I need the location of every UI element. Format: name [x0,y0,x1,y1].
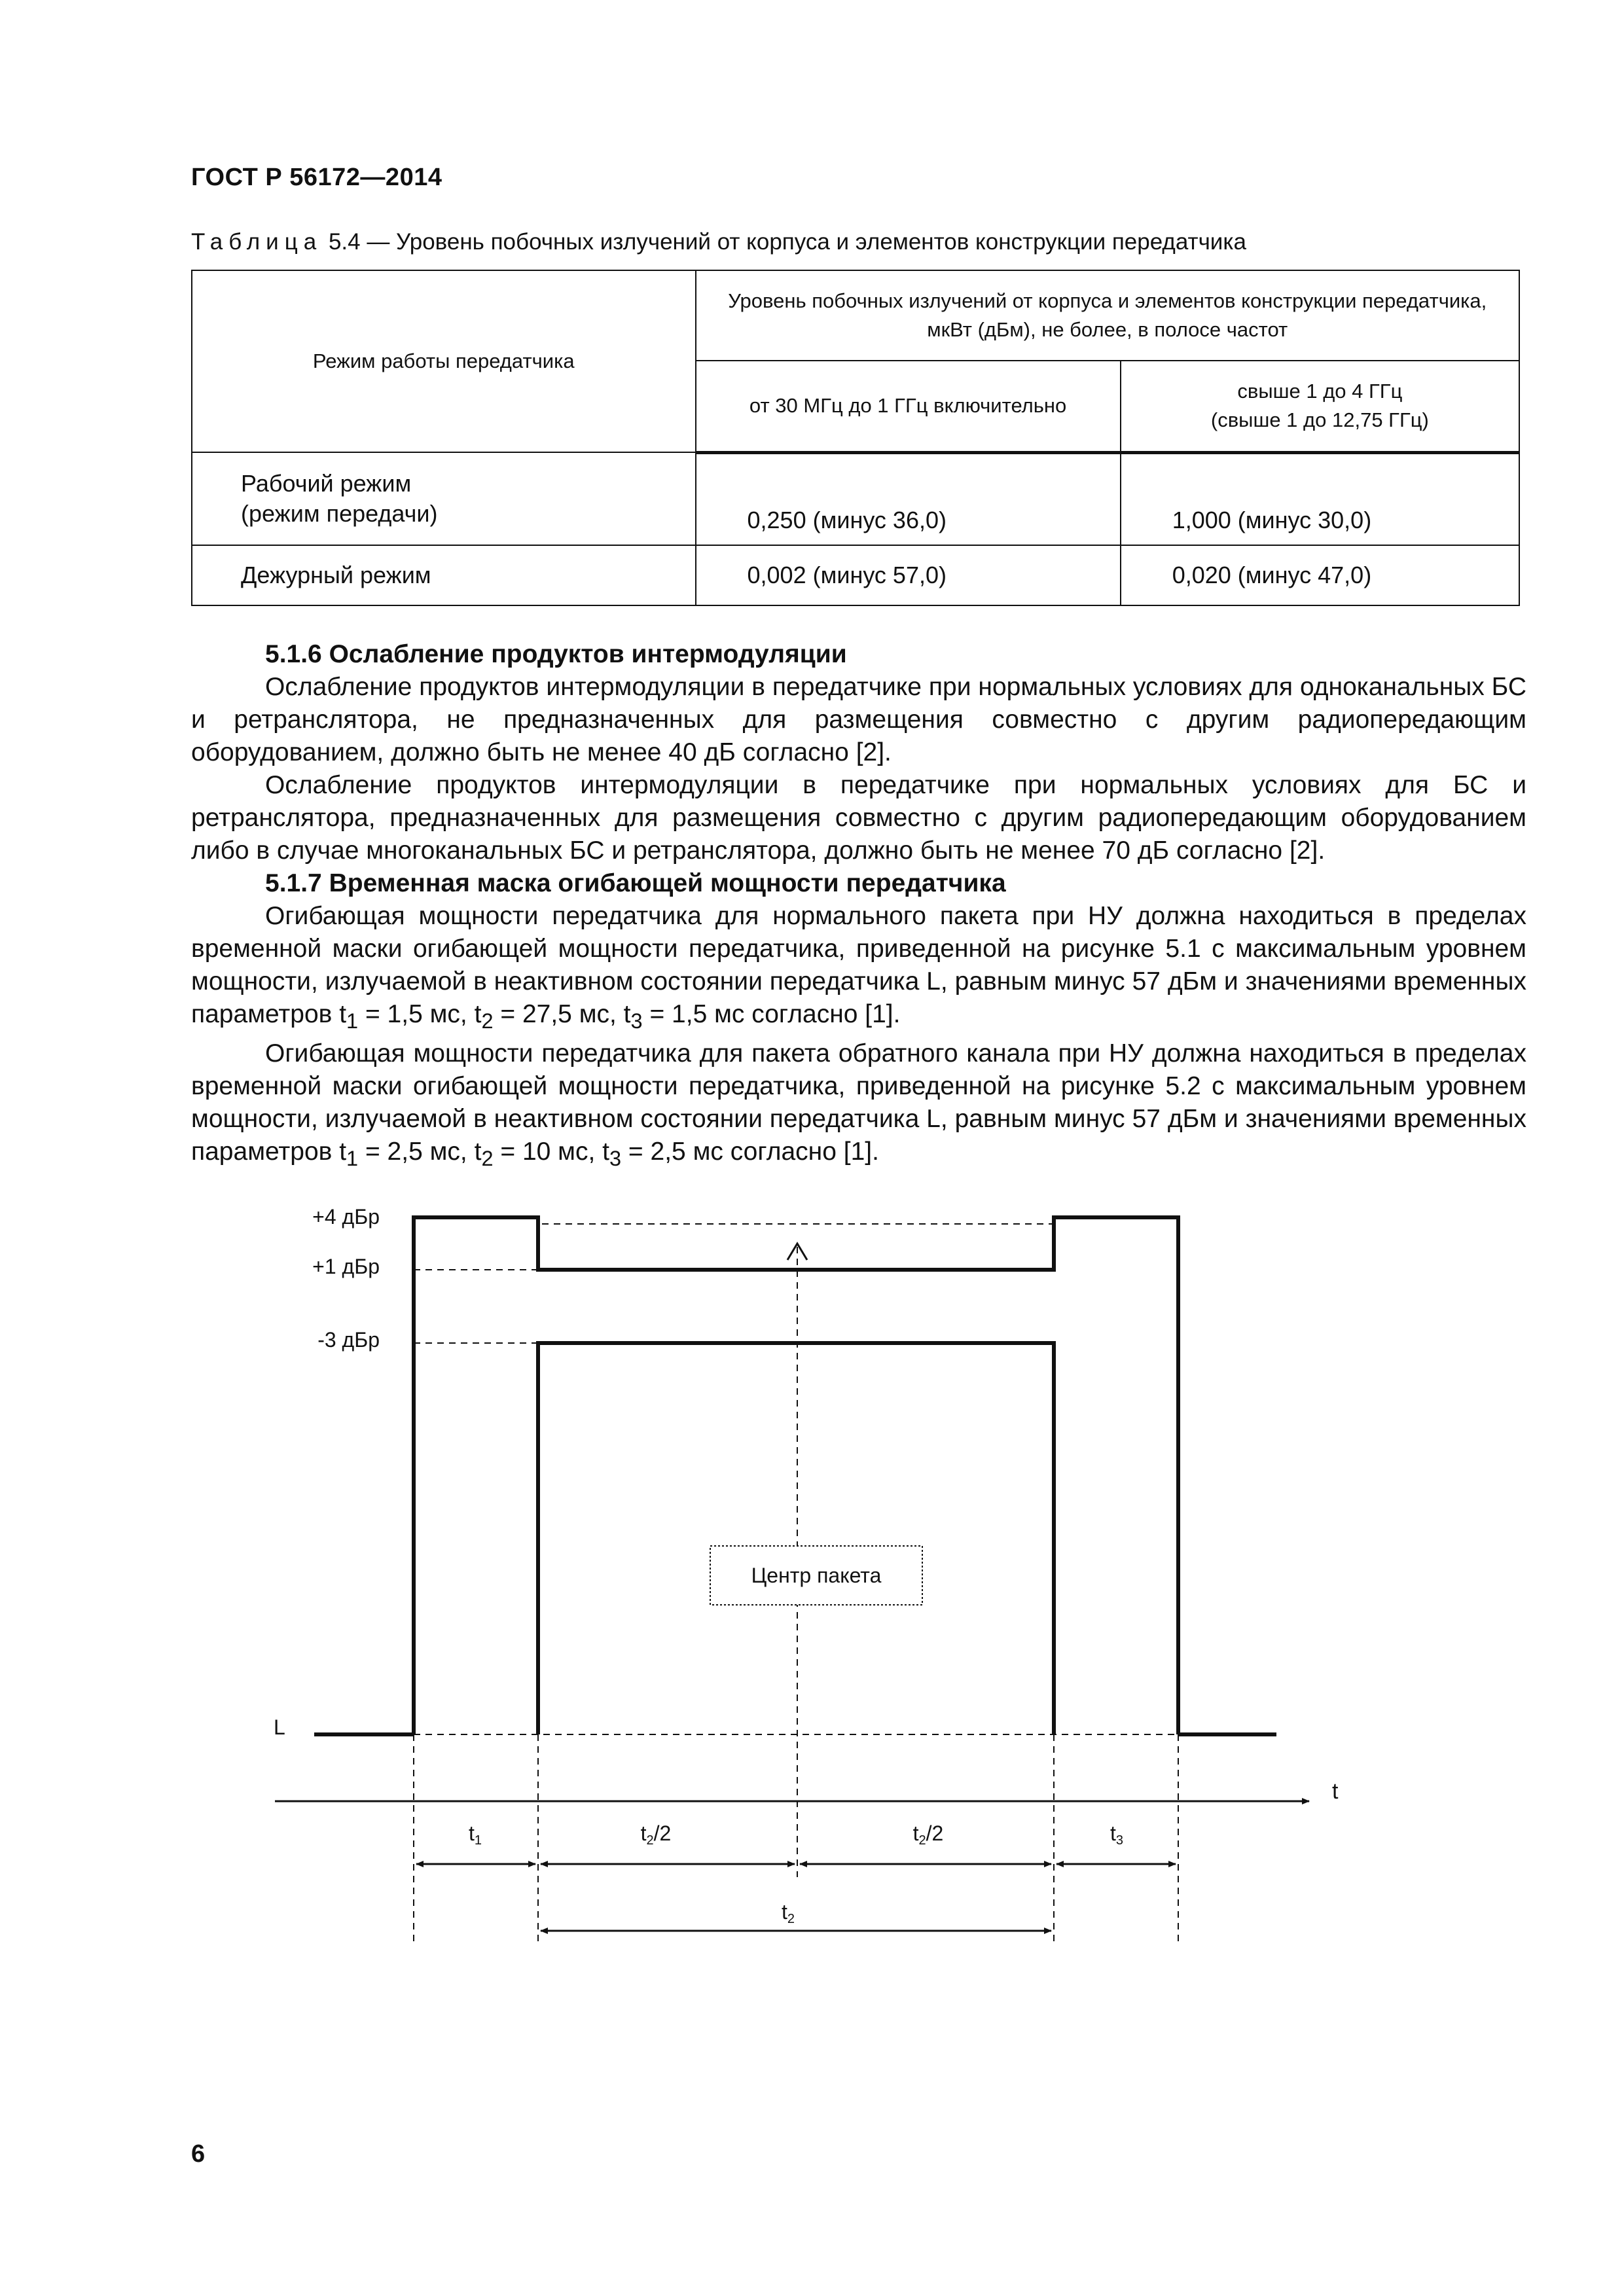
text-run: = 2,5 мс согласно [1]. [621,1137,879,1166]
text-run: = 1,5 мс, t [358,1000,482,1028]
t-subscript: 3 [1115,1833,1124,1848]
t-subscript: 2 [646,1833,654,1848]
header-band2-line2: (свыше 1 до 12,75 ГГц) [1210,408,1429,432]
document-header: ГОСТ Р 56172—2014 [191,164,442,191]
table-caption-text: 5.4 — Уровень побочных излучений от корпуса и элементов конструкции передатчика [322,229,1246,255]
label-plus1: +1 дБр [312,1255,380,1278]
subscript: 3 [630,1009,643,1033]
subscript: 1 [346,1009,359,1033]
header-level-label: Уровень побочных излучений от корпуса и элементов конструкции передатчика, мкВт (дБм), не более, в полосе частот [728,289,1487,341]
label-t2-half-right [913,1821,944,1848]
half-suffix: /2 [926,1821,944,1845]
text-run: = 10 мс, t [493,1137,609,1166]
row-band1: 0,002 (минус 57,0) [696,545,1121,605]
section-5-1-6-paragraph-1: Ослабление продуктов интермодуляции в передатчике при нормальных условиях для одноканальных БС и ретранслятора, не предназначенных для размещения совместно с другим радиопередающим оборудованием, должно быть не менее 40 дБ согласно [2]. [191,673,1526,766]
row-band2: 0,020 (минус 47,0) [1121,545,1519,605]
text-run: = 27,5 мс, t [493,1000,631,1028]
upper-mask [414,1217,1178,1734]
text-run: Огибающая мощности передатчика для нормального пакета при НУ должна находиться в пределах временной маски огибающей мощности передатчика, приведенной на рисунке 5.1 с максимальным уровнем мощности, излучаемой в неактивном состоянии передатчика L, равным минус 57 дБм и значениями временных параметров t [191,902,1526,1028]
t-letter: t [781,1900,787,1924]
half-suffix: /2 [653,1821,672,1845]
text-run: = 2,5 мс, t [358,1137,482,1166]
section-5-1-6-paragraph-2: Ослабление продуктов интермодуляции в передатчике при нормальных условиях для БС и ретранслятора, предназначенных для размещения совместно с другим радиопередающим оборудованием либо в случае многоканальных БС и ретранслятора, должно быть не менее 70 дБ согласно [2]. [191,771,1526,865]
subscript: 3 [609,1146,622,1170]
header-band1: от 30 МГц до 1 ГГц включительно [696,361,1121,452]
page-number: 6 [191,2140,206,2168]
label-t3 [1110,1821,1123,1848]
header-band2-line1: свыше 1 до 4 ГГц [1237,380,1403,403]
row-mode: Дежурный режим [192,545,696,605]
t-subscript: 1 [474,1833,482,1848]
label-minus3: -3 дБр [317,1328,380,1352]
text-run: Огибающая мощности передатчика для пакета обратного канала при НУ должна находиться в пределах временной маски огибающей мощности передатчика, приведенной на рисунке 5.2 с максимальным уровнем мощности, излучаемой в неактивном состоянии передатчика L, равным минус 57 дБм и значениями временных параметров t [191,1039,1526,1166]
label-t-axis: t [1332,1779,1339,1804]
t-letter: t [640,1821,647,1845]
center-box-label: Центр пакета [751,1564,882,1587]
label-L: L [274,1715,285,1739]
t-letter: t [1110,1821,1116,1845]
label-t2-half-left [641,1821,672,1848]
label-t1 [469,1821,482,1848]
row-mode-line1: Рабочий режим [241,470,412,497]
row-mode-line2: (режим передачи) [241,500,438,527]
subscript: 2 [481,1009,494,1033]
section-5-1-6-title: 5.1.6 Ослабление продуктов интермодуляции [265,640,847,668]
t-subscript: 2 [787,1912,795,1926]
row-band2: 1,000 (минус 30,0) [1121,452,1519,545]
subscript: 2 [481,1146,494,1170]
interval-arrows [416,1864,1176,1931]
row-band1: 0,250 (минус 36,0) [696,452,1121,545]
header-mode-label: Режим работы передатчика [312,350,575,372]
table-caption-word: Таблица [191,229,323,255]
subscript: 1 [346,1146,359,1170]
label-plus4: +4 дБр [312,1205,380,1229]
label-t2 [782,1900,795,1926]
section-5-1-7-title: 5.1.7 Временная маска огибающей мощности передатчика [265,869,1006,897]
t-letter: t [912,1821,919,1845]
t-subscript: 2 [918,1833,926,1848]
t-letter: t [468,1821,475,1845]
text-run: = 1,5 мс согласно [1]. [642,1000,901,1028]
lower-mask [538,1343,1054,1734]
